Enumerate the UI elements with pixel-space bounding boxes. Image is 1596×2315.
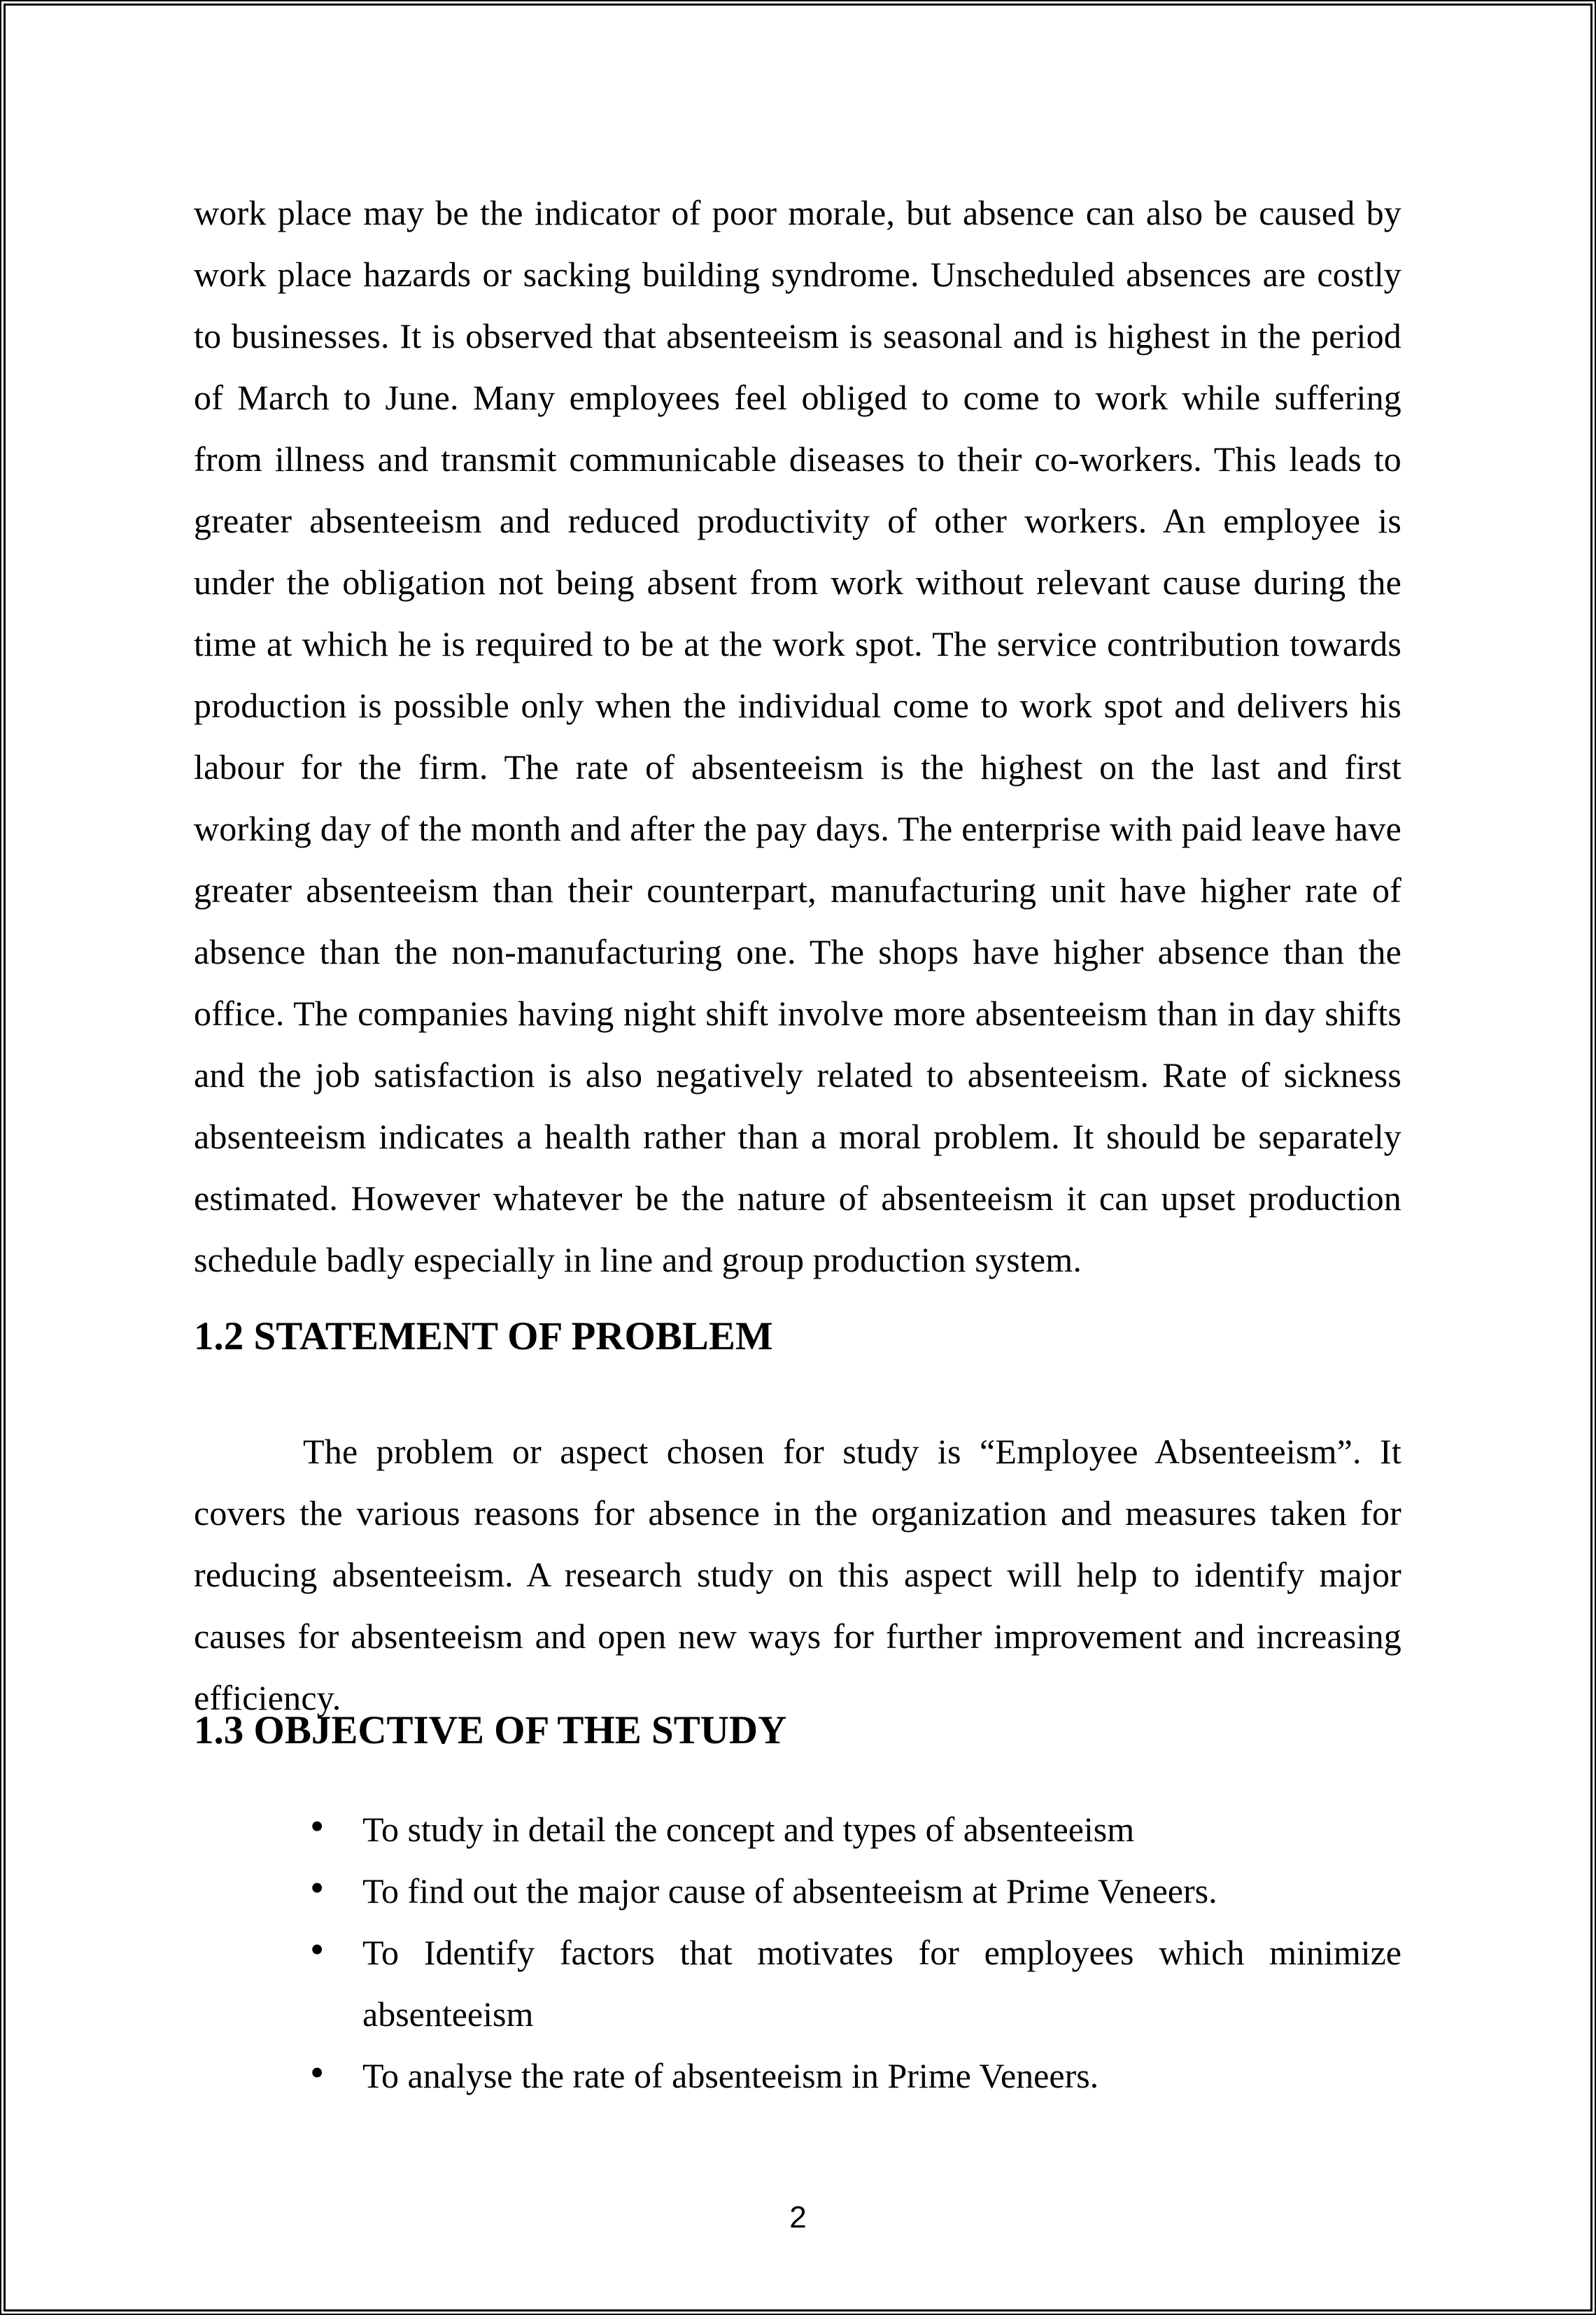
section-heading-objective-of-study: 1.3 OBJECTIVE OF THE STUDY	[194, 1708, 787, 1752]
bullet-icon: •	[310, 1927, 325, 1972]
objective-item	[194, 1922, 1401, 2045]
objective-item	[194, 1860, 1401, 1922]
intro-paragraph: work place may be the indicator of poor morale, but absence can also be caused by work place hazards or sacking building syndrome. Unscheduled absences are costly to businesses. It is observed that absenteeism is seasonal and is highest in the period of March to June. Many employees feel obliged to come to work while suffering from illness and transmit communicable diseases to their co-workers. This leads to greater absenteeism and reduced productivity of other workers. An employee is under the obligation not being absent from work without relevant cause during the time at which he is required to be at the work spot. The service contribution towards production is possible only when the individual come to work spot and delivers his labour for the firm. The rate of absenteeism is the highest on the last and first working day of the month and after the pay days. The enterprise with paid leave have greater absenteeism than their counterpart, manufacturing unit have higher rate of absence than the non-manufacturing one. The shops have higher absence than the office. The companies having night shift involve more absenteeism than in day shifts and the job satisfaction is also negatively related to absenteeism. Rate of sickness absenteeism indicates a health rather than a moral problem. It should be separately estimated. However whatever be the nature of absenteeism it can upset production schedule badly especially in line and group production system.	[194, 193, 1401, 1279]
bullet-icon: •	[310, 1865, 325, 1911]
objective-text: To find out the major cause of absenteeism at Prime Veneers.	[362, 1871, 1217, 1911]
page-number: 2	[789, 2200, 807, 2235]
objective-item	[194, 2045, 1401, 2106]
objectives-list	[194, 1799, 1401, 2106]
section-heading-statement-of-problem: 1.2 STATEMENT OF PROBLEM	[194, 1314, 773, 1358]
objective-item	[194, 1799, 1401, 1860]
bullet-icon: •	[310, 1803, 325, 1849]
bullet-icon: •	[310, 2050, 325, 2095]
objective-text: To study in detail the concept and types of absenteeism	[362, 1810, 1135, 1849]
objective-text: To Identify factors that motivates for employees which minimize absenteeism	[362, 1933, 1401, 2034]
objective-text: To analyse the rate of absenteeism in Prime Veneers.	[362, 2056, 1099, 2095]
statement-paragraph: The problem or aspect chosen for study is “Employee Absenteeism”. It covers the various reasons for absence in the organization and measures taken for reducing absenteeism. A research study on this aspect will help to identify major causes for absenteeism and open new ways for further improvement and increasing efficiency.	[194, 1432, 1401, 1717]
